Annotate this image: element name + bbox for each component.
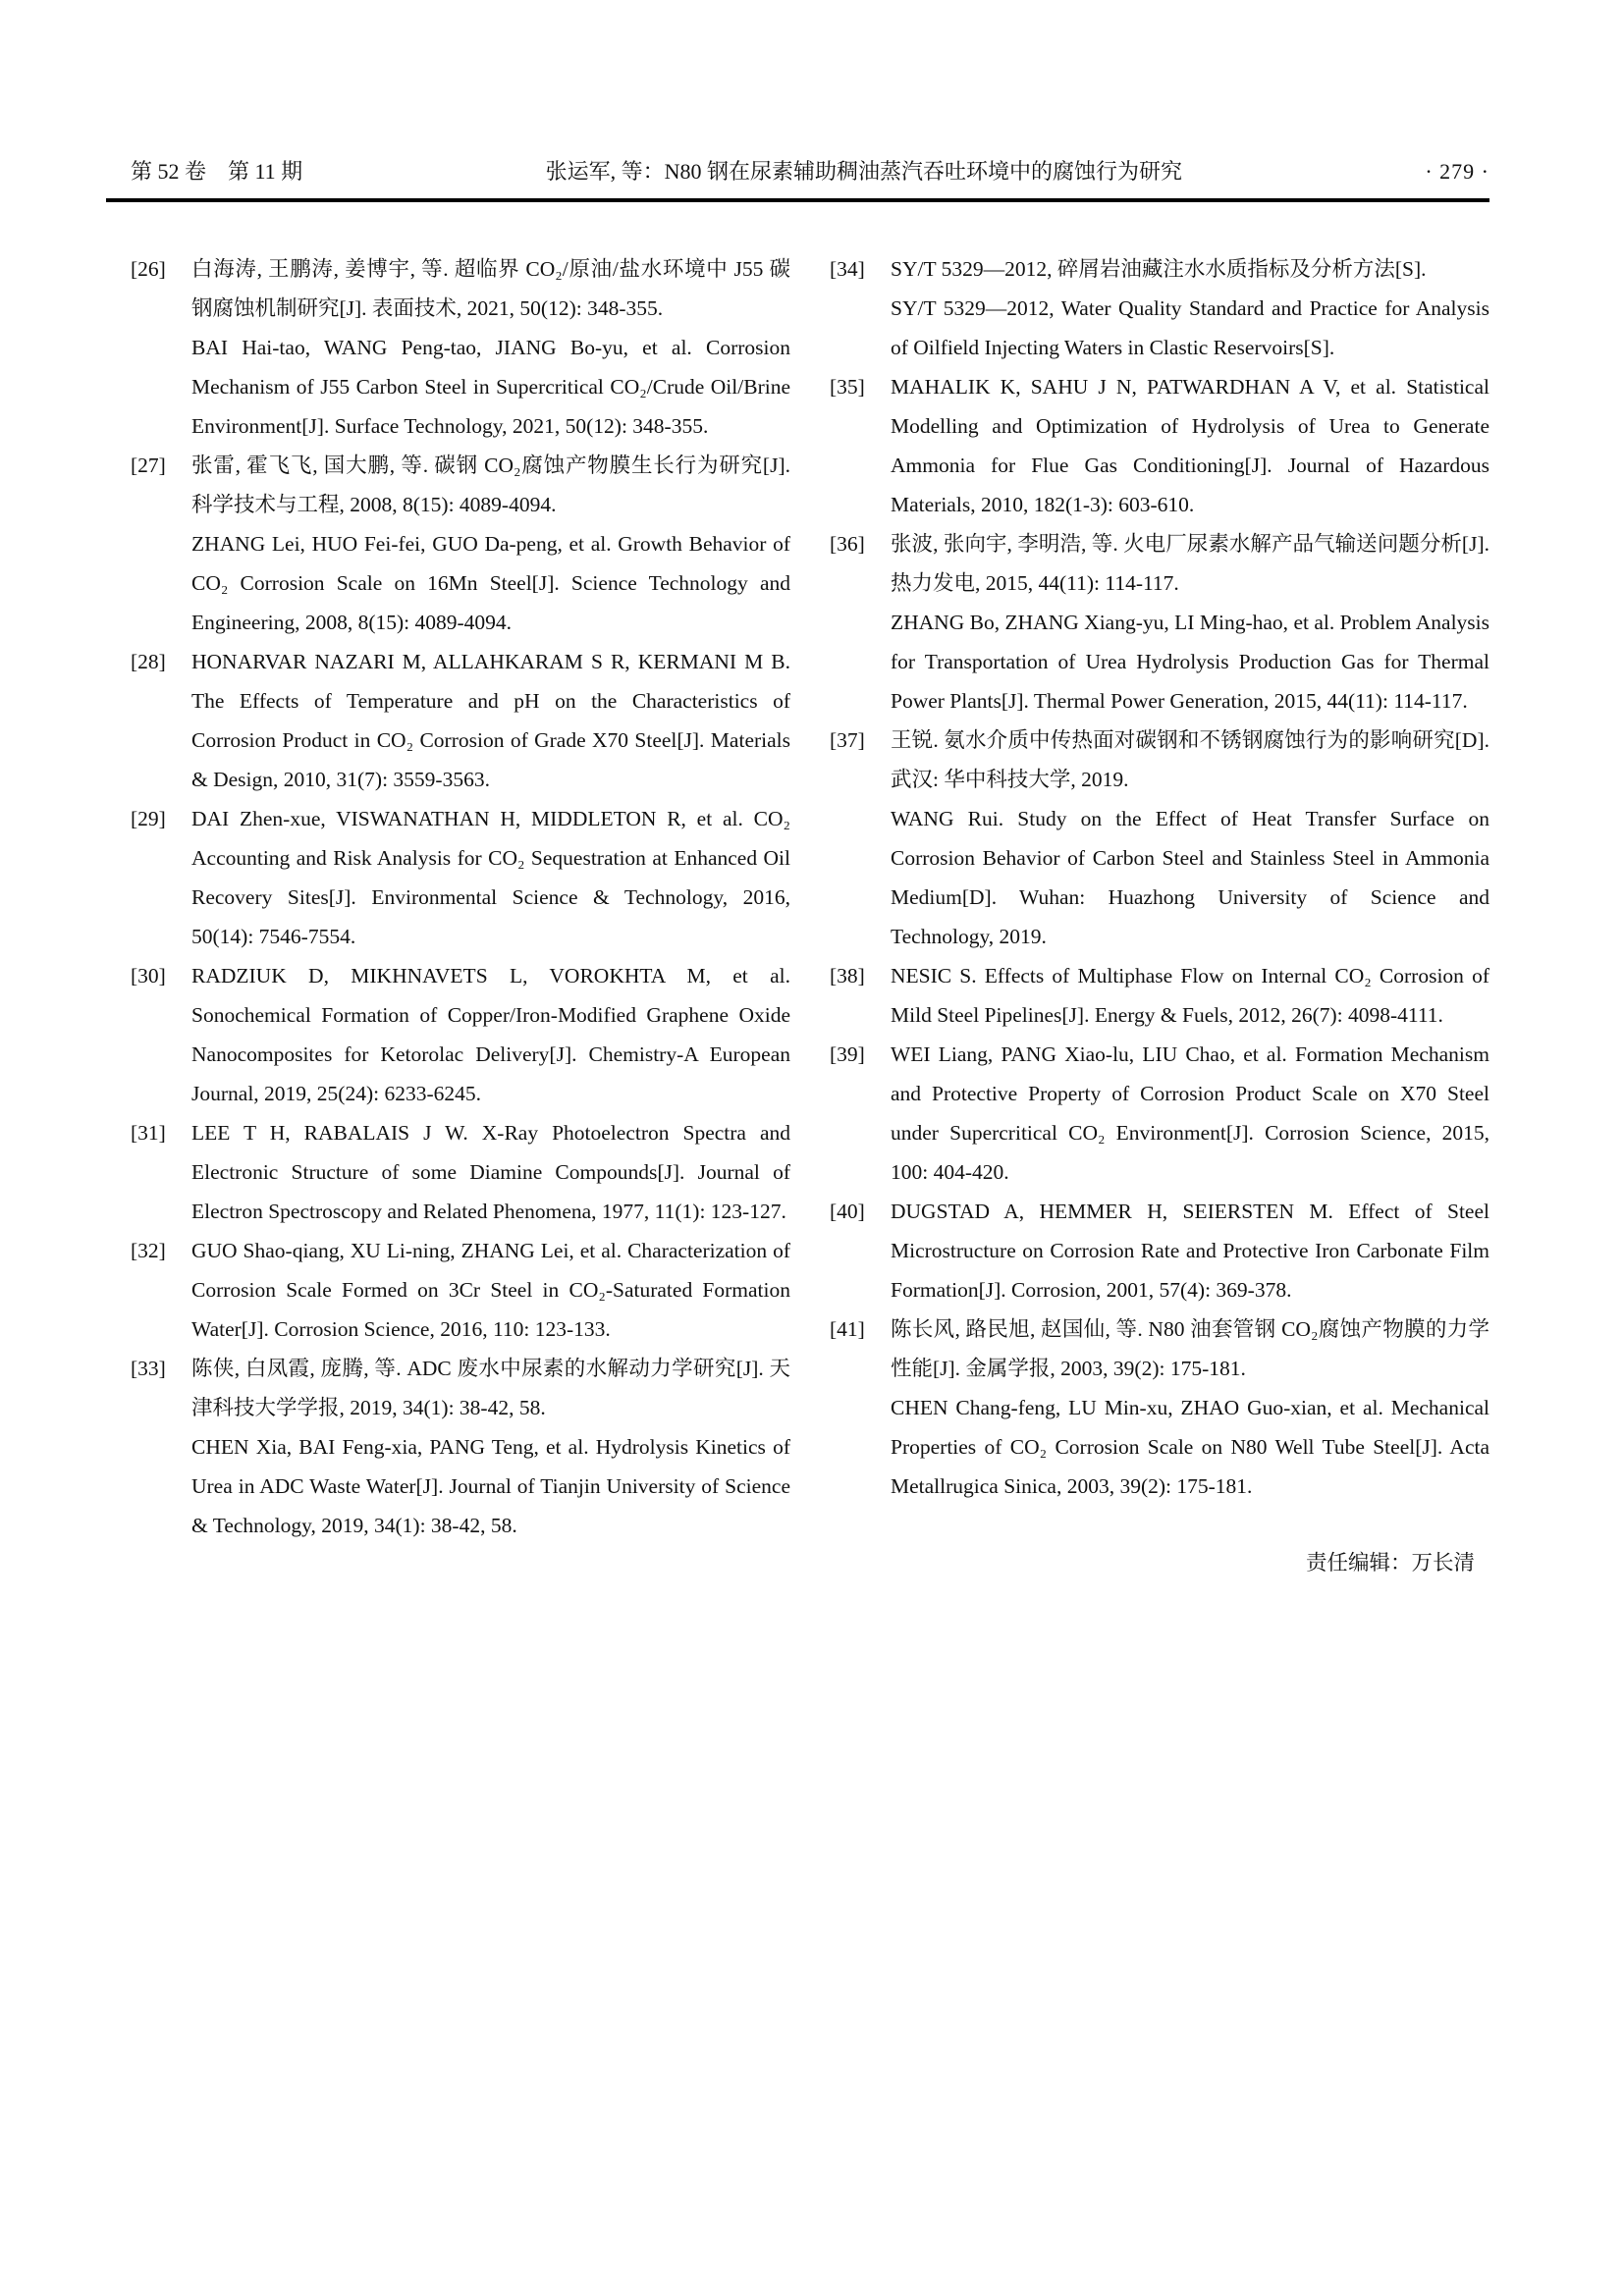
reference-item [830, 956, 1489, 1035]
reference-item [131, 956, 790, 1113]
reference-body [191, 956, 790, 1113]
reference-text-original: 陈长风, 路民旭, 赵国仙, 等. N80 油套管钢 CO₂腐蚀产物膜的力学性能[J]. 金属学报, 2003, 39(2): 175-181. [891, 1317, 1489, 1380]
reference-text-translation: WANG Rui. Study on the Effect of Heat Transfer Surface on Corrosion Behavior of Carbon Steel and Stainless Steel in Ammonia Medium[D]. Wuhan: Huazhong University of Science and Technology, 2019. [891, 807, 1489, 948]
reference-item [131, 1113, 790, 1231]
reference-text-translation: ZHANG Bo, ZHANG Xiang-yu, LI Ming-hao, et al. Problem Analysis for Transportation of Urea Hydrolysis Production Gas for Thermal Power Plants[J]. Thermal Power Generation, 2015, 44(11): 114-117. [891, 611, 1489, 713]
header-divider [106, 198, 1489, 202]
reference-item [830, 524, 1489, 721]
reference-body [191, 446, 790, 642]
reference-item [131, 1349, 790, 1545]
reference-list-right [830, 249, 1489, 1506]
reference-number: [27] [131, 454, 166, 477]
reference-body [191, 249, 790, 446]
reference-body [891, 367, 1489, 524]
reference-text-original: RADZIUK D, MIKHNAVETS L, VOROKHTA M, et al. Sonochemical Formation of Copper/Iron-Modified Graphene Oxide Nanocomposites for Ketorolac Delivery[J]. Chemistry-A European Journal, 2019, 25(24): 6233-6245. [191, 964, 790, 1105]
reference-text-original: GUO Shao-qiang, XU Li-ning, ZHANG Lei, et al. Characterization of Corrosion Scale Formed on 3Cr Steel in CO₂-Saturated Formation Water[J]. Corrosion Science, 2016, 110: 123-133. [191, 1239, 790, 1341]
reference-text-translation: ZHANG Lei, HUO Fei-fei, GUO Da-peng, et al. Growth Behavior of CO₂ Corrosion Scale on 16Mn Steel[J]. Science Technology and Engineering, 2008, 8(15): 4089-4094. [191, 532, 790, 634]
reference-item [830, 1192, 1489, 1309]
reference-number: [37] [830, 728, 865, 752]
reference-list-left [131, 249, 790, 1545]
reference-text-original: HONARVAR NAZARI M, ALLAHKARAM S R, KERMANI M B. The Effects of Temperature and pH on the Characteristics of Corrosion Product in CO₂ Corrosion of Grade X70 Steel[J]. Materials & Design, 2010, 31(7): 3559-3563. [191, 650, 790, 791]
reference-body [891, 956, 1489, 1035]
reference-text-original: 张雷, 霍飞飞, 国大鹏, 等. 碳钢 CO₂腐蚀产物膜生长行为研究[J]. 科学技术与工程, 2008, 8(15): 4089-4094. [191, 454, 790, 516]
reference-text-translation: CHEN Chang-feng, LU Min-xu, ZHAO Guo-xian, et al. Mechanical Properties of CO₂ Corrosion Scale on N80 Well Tube Steel[J]. Acta Metallrugica Sinica, 2003, 39(2): 175-181. [891, 1396, 1489, 1498]
reference-item [830, 721, 1489, 956]
reference-text-translation: BAI Hai-tao, WANG Peng-tao, JIANG Bo-yu, et al. Corrosion Mechanism of J55 Carbon Steel in Supercritical CO₂/Crude Oil/Brine Environment[J]. Surface Technology, 2021, 50(12): 348-355. [191, 336, 790, 438]
reference-number: [41] [830, 1317, 865, 1341]
reference-item [830, 1035, 1489, 1192]
reference-body [191, 1349, 790, 1545]
reference-number: [29] [131, 807, 166, 830]
reference-number: [38] [830, 964, 865, 988]
reference-number: [32] [131, 1239, 166, 1262]
reference-text-original: WEI Liang, PANG Xiao-lu, LIU Chao, et al. Formation Mechanism and Protective Property of Corrosion Product Scale on X70 Steel under Supercritical CO₂ Environment[J]. Corrosion Science, 2015, 100: 404-420. [891, 1042, 1489, 1184]
running-title: 张运军, 等：N80 钢在尿素辅助稠油蒸汽吞吐环境中的腐蚀行为研究 [545, 159, 1182, 184]
volume-issue-label: 第 52 卷 第 11 期 [131, 159, 303, 184]
reference-text-original: 白海涛, 王鹏涛, 姜博宇, 等. 超临界 CO₂/原油/盐水环境中 J55 碳钢腐蚀机制研究[J]. 表面技术, 2021, 50(12): 348-355. [191, 257, 790, 320]
reference-body [191, 642, 790, 799]
reference-body [891, 1035, 1489, 1192]
reference-number: [26] [131, 257, 166, 281]
reference-text-translation: CHEN Xia, BAI Feng-xia, PANG Teng, et al. Hydrolysis Kinetics of Urea in ADC Waste Water[J]. Journal of Tianjin University of Science & Technology, 2019, 34(1): 38-42, 58. [191, 1435, 790, 1537]
page-content [131, 155, 1489, 1582]
reference-number: [36] [830, 532, 865, 556]
reference-body [891, 721, 1489, 956]
reference-body [191, 799, 790, 956]
page-number: · 279 · [1425, 159, 1489, 184]
responsible-editor: 责任编辑：万长清 [1305, 1551, 1475, 1575]
reference-item [131, 799, 790, 956]
reference-text-original: NESIC S. Effects of Multiphase Flow on Internal CO₂ Corrosion of Mild Steel Pipelines[J]. Energy & Fuels, 2012, 26(7): 4098-4111. [891, 964, 1489, 1027]
reference-body [891, 1192, 1489, 1309]
reference-item [131, 446, 790, 642]
reference-text-original: 陈侠, 白凤霞, 庞腾, 等. ADC 废水中尿素的水解动力学研究[J]. 天津科技大学学报, 2019, 34(1): 38-42, 58. [191, 1357, 790, 1419]
reference-text-original: 张波, 张向宇, 李明浩, 等. 火电厂尿素水解产品气输送问题分析[J]. 热力发电, 2015, 44(11): 114-117. [891, 532, 1489, 595]
reference-body [891, 249, 1489, 367]
reference-item [830, 367, 1489, 524]
reference-text-translation: SY/T 5329—2012, Water Quality Standard and Practice for Analysis of Oilfield Injecting Waters in Clastic Reservoirs[S]. [891, 296, 1489, 359]
reference-number: [30] [131, 964, 166, 988]
reference-text-original: SY/T 5329—2012, 碎屑岩油藏注水水质指标及分析方法[S]. [891, 257, 1427, 281]
reference-item [131, 249, 790, 446]
reference-number: [33] [131, 1357, 166, 1380]
reference-text-original: MAHALIK K, SAHU J N, PATWARDHAN A V, et al. Statistical Modelling and Optimization of Hydrolysis of Urea to Generate Ammonia for Flue Gas Conditioning[J]. Journal of Hazardous Materials, 2010, 182(1-3): 603-610. [891, 375, 1489, 516]
reference-number: [31] [131, 1121, 166, 1145]
reference-columns [131, 249, 1489, 1582]
reference-item [131, 642, 790, 799]
reference-body [891, 1309, 1489, 1506]
reference-number: [28] [131, 650, 166, 673]
left-column [131, 249, 790, 1582]
reference-text-original: 王锐. 氨水介质中传热面对碳钢和不锈钢腐蚀行为的影响研究[D]. 武汉: 华中科技大学, 2019. [891, 728, 1489, 791]
reference-text-original: LEE T H, RABALAIS J W. X-Ray Photoelectron Spectra and Electronic Structure of some Diamine Compounds[J]. Journal of Electron Spectroscopy and Related Phenomena, 1977, 11(1): 123-127. [191, 1121, 790, 1223]
reference-text-original: DAI Zhen-xue, VISWANATHAN H, MIDDLETON R, et al. CO₂ Accounting and Risk Analysis for CO₂ Sequestration at Enhanced Oil Recovery Sites[J]. Environmental Science & Technology, 2016, 50(14): 7546-7554. [191, 807, 790, 948]
reference-text-original: DUGSTAD A, HEMMER H, SEIERSTEN M. Effect of Steel Microstructure on Corrosion Rate and Protective Iron Carbonate Film Formation[J]. Corrosion, 2001, 57(4): 369-378. [891, 1200, 1489, 1302]
right-column [830, 249, 1489, 1582]
reference-number: [40] [830, 1200, 865, 1223]
reference-number: [35] [830, 375, 865, 399]
reference-item [131, 1231, 790, 1349]
reference-item [830, 249, 1489, 367]
reference-number: [39] [830, 1042, 865, 1066]
reference-body [891, 524, 1489, 721]
running-header [131, 155, 1489, 188]
reference-item [830, 1309, 1489, 1506]
reference-body [191, 1113, 790, 1231]
reference-number: [34] [830, 257, 865, 281]
reference-body [191, 1231, 790, 1349]
